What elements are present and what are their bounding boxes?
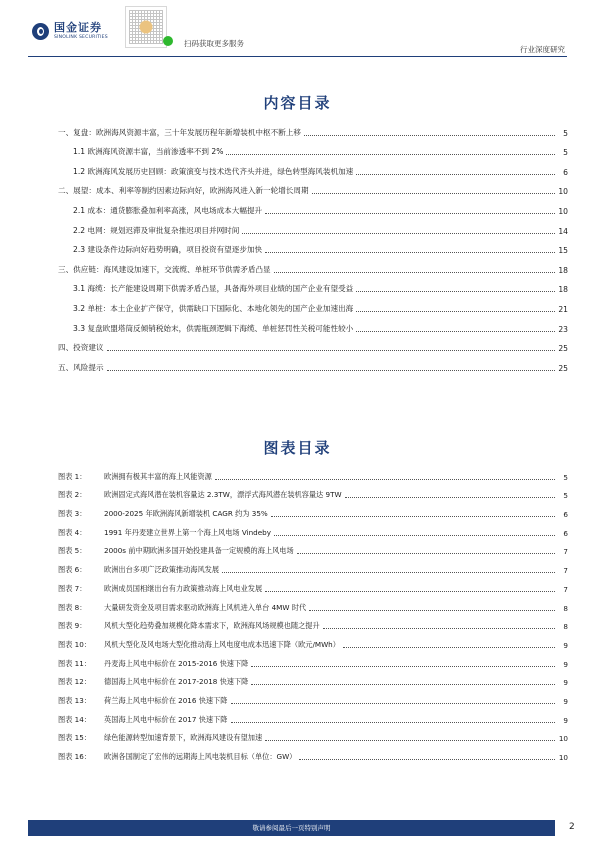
figure-entry[interactable] — [58, 613, 568, 632]
toc-entry[interactable] — [58, 118, 568, 138]
figure-entry-label: 图表 12： — [58, 677, 91, 687]
dot-leader — [265, 740, 555, 741]
report-category: 行业深度研究 — [520, 45, 565, 54]
toc-entry-title: 一、复盘：欧洲海风资源丰富，三十年发展历程年新增装机中枢不断上移 — [58, 127, 301, 137]
toc-entry[interactable] — [58, 157, 568, 177]
toc-entry[interactable] — [58, 334, 568, 354]
figure-entry-page: 7 — [563, 584, 568, 594]
toc-entry[interactable] — [58, 216, 568, 236]
figure-entry-page: 6 — [563, 528, 568, 538]
figure-entry-page: 6 — [563, 510, 568, 520]
dot-leader — [271, 516, 555, 517]
toc-entry-title: 2.2 电网：规划迟滞及审批复杂推迟项目并网时间 — [73, 225, 240, 235]
page-footer — [28, 820, 555, 836]
dot-leader — [356, 174, 555, 175]
toc-entry-title: 三、供应链：海风建设加速下，交流缆、单桩环节供需矛盾凸显 — [58, 264, 271, 274]
toc-entry[interactable] — [58, 255, 568, 275]
dot-leader — [265, 252, 555, 253]
figure-entry-label: 图表 5： — [58, 546, 87, 556]
figure-entry-title: 荷兰海上风电中标价在 2016 快速下降 — [104, 695, 228, 705]
toc-entry-title: 1.1 欧洲海风资源丰富，当前渗透率不到 2% — [73, 147, 224, 157]
dot-leader — [265, 213, 555, 214]
toc-entry-title: 3.1 海缆：长产能建设周期下供需矛盾凸显，具备海外项目业绩的国产企业有望受益 — [73, 284, 354, 294]
figure-entry[interactable] — [58, 687, 568, 706]
figure-entry-label: 图表 4： — [58, 527, 87, 537]
figure-entry[interactable] — [58, 500, 568, 519]
toc-entry[interactable] — [58, 294, 568, 314]
dot-leader — [309, 610, 555, 611]
toc-entry[interactable] — [58, 314, 568, 334]
figure-entry-label: 图表 16： — [58, 752, 91, 761]
figure-entry-page: 9 — [563, 715, 568, 725]
figure-entry-page: 5 — [563, 472, 568, 482]
dot-leader — [222, 572, 555, 573]
figure-entry[interactable] — [58, 538, 568, 557]
logo-text — [54, 22, 108, 41]
page-header — [0, 0, 595, 64]
scan-prompt: 扫码获取更多服务 — [184, 39, 244, 48]
figure-entry-label: 图表 10： — [58, 639, 91, 649]
dot-leader — [226, 154, 555, 155]
dot-leader — [231, 703, 556, 704]
figure-entry[interactable] — [58, 482, 568, 501]
figure-entry-page: 7 — [563, 566, 568, 576]
dot-leader — [274, 272, 555, 273]
toc-entry-title: 3.2 单桩：本土企业扩产保守，供需缺口下国际化、本地化领先的国产企业加速出海 — [73, 303, 354, 313]
figure-entry-label: 图表 3： — [58, 509, 87, 519]
figure-entry-label: 图表 13： — [58, 695, 91, 705]
figure-entry[interactable] — [58, 575, 568, 594]
figure-entry-label: 图表 6： — [58, 565, 87, 575]
figure-entry-title: 欧洲成员国相继出台有力政策推动海上风电业发展 — [104, 583, 263, 593]
dot-leader — [356, 331, 555, 332]
figure-entry-title: 风机大型化趋势叠加规模化降本需求下，欧洲海风场规模也随之提升 — [104, 621, 320, 631]
toc-entry[interactable] — [58, 353, 568, 373]
dot-leader — [107, 350, 555, 351]
dot-leader — [304, 135, 555, 136]
dot-leader — [251, 684, 555, 685]
figure-entry-page: 9 — [563, 678, 568, 688]
figure-entry-page: 10 — [558, 753, 568, 762]
figure-entry[interactable] — [58, 594, 568, 613]
figure-entry-label: 图表 1： — [58, 471, 87, 481]
toc-entry-title: 二、展望：成本、利率等制约因素边际向好，欧洲海风进入新一轮增长周期 — [58, 186, 309, 196]
figure-entry[interactable] — [58, 631, 568, 650]
figure-entry[interactable] — [58, 650, 568, 669]
dot-leader — [312, 193, 555, 194]
dot-leader — [251, 666, 555, 667]
toc-entry-title: 2.3 建设条件边际向好趋势明确，项目投资有望逐步加快 — [73, 245, 263, 255]
toc-entry-page: 18 — [558, 265, 568, 275]
figure-entry-page: 7 — [563, 547, 568, 557]
dot-leader — [107, 370, 555, 371]
toc-entry-title: 2.1 成本：通货膨胀叠加利率高涨，风电场成本大幅提升 — [73, 205, 263, 215]
figure-entry-label: 图表 7： — [58, 583, 87, 593]
logo-mark-icon — [32, 23, 49, 40]
toc-entry-page: 15 — [558, 246, 568, 256]
toc-entry[interactable] — [58, 177, 568, 197]
dot-leader — [231, 722, 556, 723]
figure-entry-title: 风机大型化及风电场大型化推动海上风电度电成本迅速下降（欧元/MWh） — [104, 639, 340, 649]
figure-entry-title: 2000-2025 年欧洲海风新增装机 CAGR 约为 35% — [104, 509, 268, 519]
page-number: 2 — [569, 822, 575, 832]
figure-entry-page: 8 — [563, 603, 568, 613]
logo-name-en: SINOLINK SECURITIES — [54, 35, 108, 40]
figure-entry-title: 绿色能源转型加速背景下，欧洲海风建设有望加速 — [104, 733, 263, 743]
dot-leader — [297, 553, 555, 554]
figure-entry-label: 图表 2： — [58, 490, 87, 500]
figure-entry-page: 8 — [563, 622, 568, 632]
figure-entry-title: 2000s 前中期欧洲多国开始投建具备一定规模的海上风电场 — [104, 546, 294, 556]
company-logo — [32, 22, 108, 41]
dot-leader — [265, 591, 555, 592]
figure-entry-label: 图表 14： — [58, 714, 91, 724]
figure-entry-page: 5 — [563, 491, 568, 501]
toc-entry-title: 1.2 欧洲海风发展历史回顾：政策演变与技术迭代齐头并进，绿色转型海风装机加速 — [73, 166, 354, 176]
figure-entry-title: 大量研发资金及项目需求驱动欧洲海上风机进入单台 4MW 时代 — [104, 602, 307, 612]
figure-entry[interactable] — [58, 725, 568, 744]
dot-leader — [242, 233, 555, 234]
toc-title: 内容目录 — [263, 94, 332, 112]
figure-entry-title: 1991 年丹麦建立世界上第一个海上风电场 Vindeby — [104, 527, 271, 537]
toc-entry-title: 3.3 复盘欧盟塔筒反倾销税始末，供需瓶颈逻辑下海缆、单桩惩罚性关税可能性较小 — [73, 323, 354, 333]
figure-entry[interactable] — [58, 743, 568, 762]
toc-entry-page: 5 — [563, 128, 568, 138]
dot-leader — [299, 759, 555, 760]
toc-entry-page: 25 — [558, 344, 568, 354]
toc-entry[interactable] — [58, 236, 568, 256]
figure-entry[interactable] — [58, 706, 568, 725]
table-of-contents — [58, 118, 568, 373]
figures-title: 图表目录 — [263, 439, 332, 457]
dot-leader — [323, 628, 555, 629]
figure-entry-label: 图表 15： — [58, 733, 91, 743]
figure-entry-title: 丹麦海上风电中标价在 2015-2016 快速下降 — [104, 658, 249, 668]
figure-entry-page: 9 — [563, 640, 568, 650]
figure-entry[interactable] — [58, 463, 568, 482]
dot-leader — [356, 311, 555, 312]
toc-entry-page: 21 — [558, 304, 568, 314]
figure-entry-page: 9 — [563, 659, 568, 669]
toc-entry-page: 10 — [558, 206, 568, 216]
figure-entry-label: 图表 8： — [58, 602, 87, 612]
toc-entry-page: 10 — [558, 187, 568, 197]
figure-entry-page: 10 — [558, 734, 568, 744]
footer-disclaimer: 敬请参阅最后一页特别声明 — [252, 824, 331, 832]
logo-name-cn: 国金证券 — [54, 21, 102, 34]
toc-entry-page: 5 — [563, 148, 568, 158]
qr-code-icon — [125, 6, 167, 48]
figure-entry-title: 欧洲各国制定了宏伟的远期海上风电装机目标（单位：GW） — [104, 752, 297, 761]
toc-entry[interactable] — [58, 196, 568, 216]
wechat-badge-icon — [163, 36, 173, 46]
toc-entry[interactable] — [58, 138, 568, 158]
header-divider — [28, 56, 567, 57]
figure-entry-title: 德国海上风电中标价在 2017-2018 快速下降 — [104, 677, 249, 687]
toc-entry-page: 23 — [558, 324, 568, 334]
figure-entry-page: 9 — [563, 696, 568, 706]
figure-entry[interactable] — [58, 556, 568, 575]
figure-entry[interactable] — [58, 519, 568, 538]
figure-entry[interactable] — [58, 669, 568, 688]
dot-leader — [356, 291, 555, 292]
dot-leader — [215, 479, 555, 480]
figure-entry-title: 欧洲出台多项广泛政策推动海风发展 — [104, 565, 220, 575]
figure-entry-label: 图表 9： — [58, 621, 87, 631]
dot-leader — [343, 647, 555, 648]
figure-entry-title: 欧洲拥有极其丰富的海上风能资源 — [104, 471, 212, 481]
toc-entry-page: 25 — [558, 363, 568, 373]
figure-entry-title: 欧洲固定式海风潜在装机容量达 2.3TW，漂浮式海风潜在装机容量达 9TW — [104, 490, 342, 500]
dot-leader — [345, 497, 555, 498]
figure-entry-label: 图表 11： — [58, 658, 91, 668]
toc-entry[interactable] — [58, 275, 568, 295]
list-of-figures — [58, 463, 568, 762]
toc-entry-title: 五、风险提示 — [58, 362, 104, 372]
dot-leader — [274, 535, 555, 536]
toc-entry-page: 14 — [558, 226, 568, 236]
toc-entry-page: 18 — [558, 285, 568, 295]
figure-entry-title: 英国海上风电中标价在 2017 快速下降 — [104, 714, 228, 724]
toc-entry-title: 四、投资建议 — [58, 343, 104, 353]
toc-entry-page: 6 — [563, 167, 568, 177]
